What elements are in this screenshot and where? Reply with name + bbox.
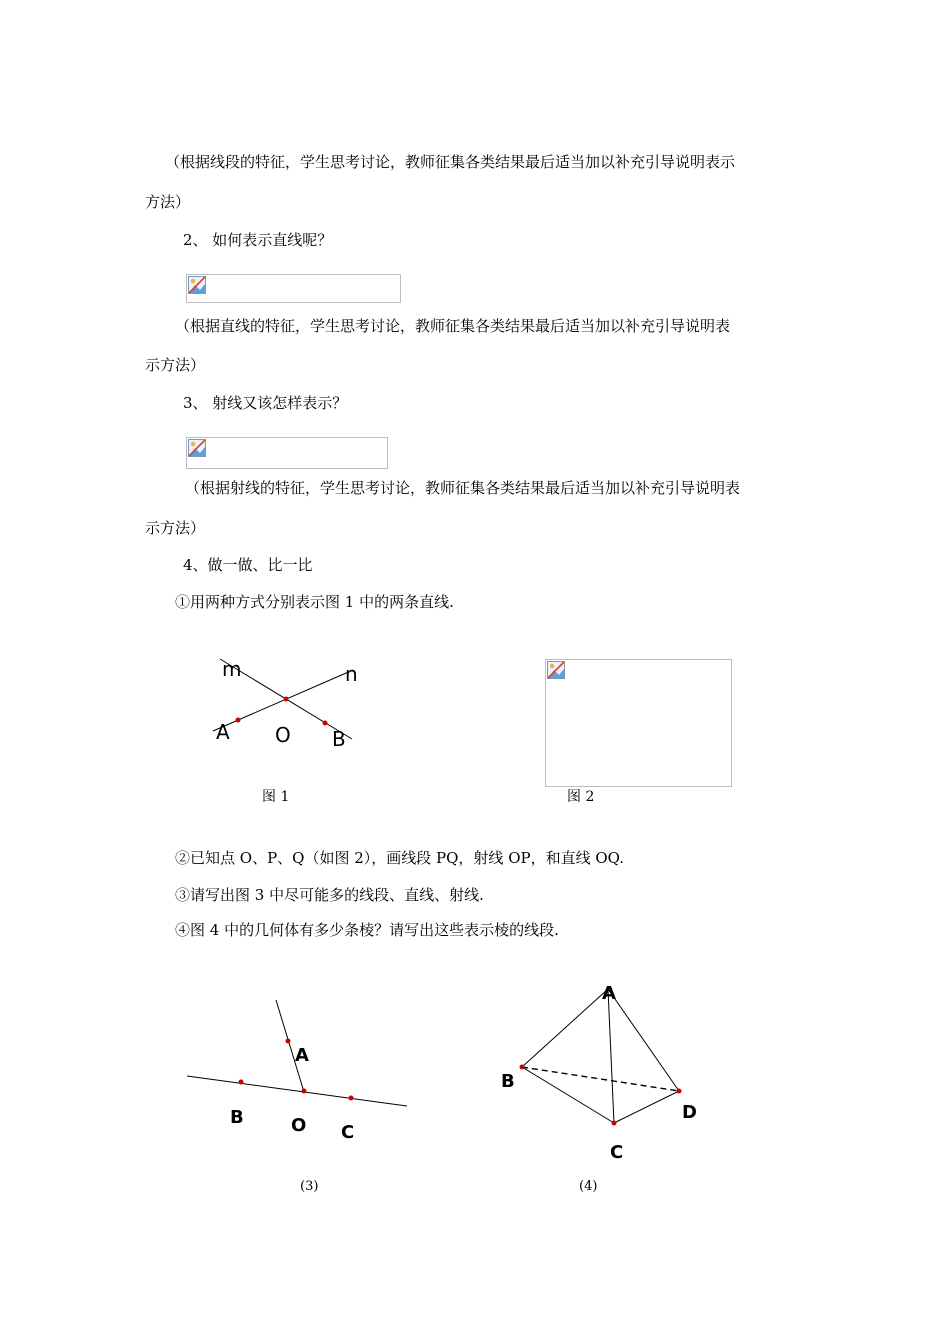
label-a: A <box>216 720 230 744</box>
paragraph-1-line-2: 方法） <box>145 193 191 211</box>
point-o <box>284 697 289 702</box>
point-b <box>323 721 328 726</box>
label-o: O <box>275 723 291 747</box>
label-a: A <box>602 983 616 1004</box>
exercise-item-2: ②已知点 O、P、Q（如图 2），画线段 PQ，射线 OP，和直线 OQ. <box>175 849 624 867</box>
figure-4-caption: (4) <box>579 1179 598 1194</box>
point-b <box>520 1065 525 1070</box>
figure-1-caption: 图 1 <box>262 789 290 805</box>
question-3: 3、 射线又该怎样表示？ <box>183 394 348 412</box>
broken-image-placeholder-line <box>186 274 401 303</box>
edge-ad <box>608 989 679 1091</box>
edge-bc <box>522 1067 614 1123</box>
broken-image-placeholder-ray <box>186 437 388 469</box>
label-c: C <box>341 1122 355 1143</box>
label-b: B <box>501 1071 515 1092</box>
label-o: O <box>291 1115 307 1136</box>
label-c: C <box>610 1142 624 1163</box>
point-d <box>677 1089 682 1094</box>
label-n: n <box>345 662 358 686</box>
label-a: A <box>295 1045 309 1066</box>
question-2: 2、 如何表示直线呢？ <box>183 231 333 249</box>
exercise-item-4: ④图 4 中的几何体有多少条棱？请写出这些表示棱的线段. <box>175 921 559 939</box>
point-c <box>612 1121 617 1126</box>
paragraph-1-line-1: （根据线段的特征，学生思考讨论，教师征集各类结果最后适当加以补充引导说明表示 <box>165 153 736 171</box>
broken-image-icon <box>547 661 565 679</box>
label-b: B <box>332 727 346 751</box>
line-boc <box>187 1076 407 1106</box>
exercise-item-3: ③请写出图 3 中尽可能多的线段、直线、射线. <box>175 886 484 904</box>
label-m: m <box>222 657 242 681</box>
paragraph-3-line-1: （根据射线的特征，学生思考讨论，教师征集各类结果最后适当加以补充引导说明表 <box>185 479 741 497</box>
point-b <box>239 1080 244 1085</box>
edge-cd <box>614 1091 679 1123</box>
point-c <box>349 1096 354 1101</box>
point-a <box>236 718 241 723</box>
figure-3-caption: (3) <box>300 1179 319 1194</box>
point-o <box>302 1089 307 1094</box>
exercise-item-1: ①用两种方式分别表示图 1 中的两条直线. <box>175 593 454 611</box>
figure-2-caption: 图 2 <box>567 789 595 805</box>
figure-2-image-placeholder <box>545 659 732 787</box>
paragraph-3-line-2: 示方法） <box>145 519 206 537</box>
paragraph-2-line-2: 示方法） <box>145 356 206 374</box>
edge-bd-hidden <box>522 1067 679 1091</box>
figure-3-diagram <box>180 990 420 1150</box>
point-a <box>286 1039 291 1044</box>
figure-4-diagram <box>490 975 720 1165</box>
edge-ab <box>522 989 608 1067</box>
label-d: D <box>682 1102 697 1123</box>
broken-image-icon <box>188 276 206 294</box>
question-4: 4、做一做、比一比 <box>183 556 313 574</box>
broken-image-icon <box>188 439 206 457</box>
figure-1-diagram <box>200 650 370 760</box>
edge-ac <box>608 989 614 1123</box>
label-b: B <box>230 1107 244 1128</box>
paragraph-2-line-1: （根据直线的特征，学生思考讨论，教师征集各类结果最后适当加以补充引导说明表 <box>175 317 731 335</box>
